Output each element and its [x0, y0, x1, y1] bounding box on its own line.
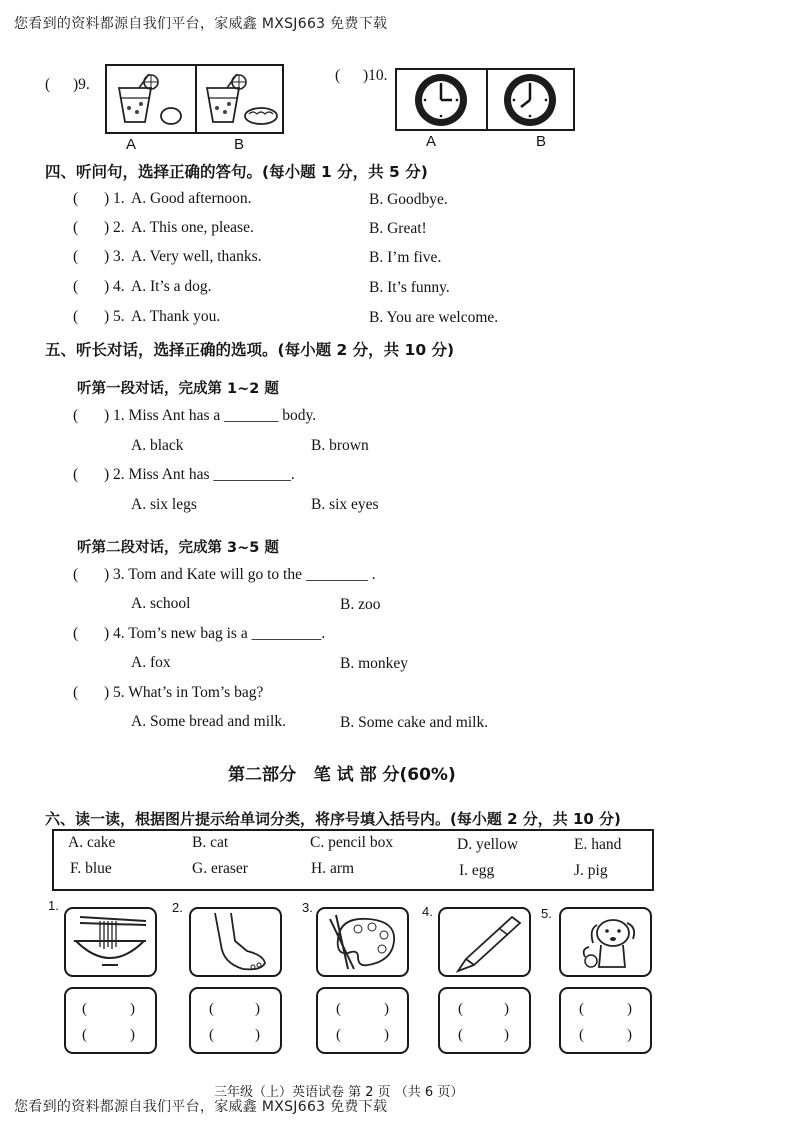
answer-paren-close: ) [130, 1001, 135, 1017]
s4-q5-option-a: A. Thank you. [131, 308, 221, 325]
picture-1-frame [64, 907, 157, 977]
word-option: D. yellow [457, 836, 519, 853]
word-option: C. pencil box [310, 834, 394, 851]
s4-q2-option-a: A. This one, please. [131, 219, 254, 236]
s5-q4-option-b: B. monkey [340, 655, 409, 672]
s5-q3-option-b: B. zoo [340, 596, 381, 613]
word-option: E. hand [574, 836, 622, 853]
q10-option-b-image [486, 70, 573, 129]
s4-q5-option-b: B. You are welcome. [369, 309, 499, 326]
word-option: G. eraser [192, 860, 248, 877]
s5-q2-option-b: B. six eyes [311, 496, 379, 513]
s4-q4-paren: ( [73, 278, 79, 295]
q10-paren-open: ( [335, 67, 341, 84]
answer-paren-open: ( [579, 1027, 584, 1043]
clock-icon [486, 70, 573, 129]
word-option: F. blue [70, 860, 112, 877]
answer-box-5[interactable] [559, 987, 652, 1054]
answer-paren-open: ( [458, 1001, 463, 1017]
answer-paren-open: ( [82, 1027, 87, 1043]
s4-q3-option-a: A. Very well, thanks. [131, 248, 262, 265]
s4-q4-option-a: A. It’s a dog. [131, 278, 212, 295]
picture-4-frame [438, 907, 531, 977]
word-bank [52, 829, 654, 891]
q10-label-b: B [536, 133, 547, 150]
noodles-bowl-icon [66, 909, 155, 975]
clock-icon [397, 70, 484, 129]
answer-paren-open: ( [579, 1001, 584, 1017]
foot-icon [191, 909, 280, 975]
q9-option-a-image [107, 66, 197, 132]
answer-paren-close: ) [627, 1027, 632, 1043]
s5-q2-option-a: A. six legs [131, 496, 197, 513]
s5-q5-paren: ( [73, 684, 79, 701]
s5-q2-text: ) 2. Miss Ant has __________. [104, 466, 295, 483]
answer-paren-close: ) [130, 1027, 135, 1043]
answer-paren-close: ) [504, 1027, 509, 1043]
answer-paren-open: ( [336, 1001, 341, 1017]
picture-4-number: 4. [422, 904, 433, 919]
q10-label-a: A [426, 133, 437, 150]
juice-bread-icon [195, 66, 283, 132]
s4-q2-number: ) 2. [104, 219, 125, 236]
s5-q3-paren: ( [73, 566, 79, 583]
word-option: I. egg [459, 862, 495, 879]
s5-q3-option-a: A. school [131, 595, 191, 612]
picture-3-frame [316, 907, 409, 977]
answer-box-4[interactable] [438, 987, 531, 1054]
watermark-top: 您看到的资料都源自我们平台，家威鑫 MXSJ663 免费下载 [14, 16, 388, 32]
q9-label-a: A [126, 136, 137, 153]
s5-q1-option-a: A. black [131, 437, 184, 454]
section5-part2-heading: 听第二段对话，完成第 3~5 题 [77, 540, 279, 556]
picture-5-number: 5. [541, 906, 552, 921]
s4-q5-paren: ( [73, 308, 79, 325]
s4-q5-number: ) 5. [104, 308, 125, 325]
answer-paren-close: ) [627, 1001, 632, 1017]
q9-label-b: B [234, 136, 245, 153]
s4-q2-paren: ( [73, 219, 79, 236]
picture-5-frame [559, 907, 652, 977]
s5-q5-option-a: A. Some bread and milk. [131, 713, 286, 730]
watermark-bottom: 您看到的资料都源自我们平台，家威鑫 MXSJ663 免费下载 [14, 1099, 388, 1115]
word-option: H. arm [311, 860, 355, 877]
q9-paren-open: ( [45, 76, 51, 93]
q10-number: )10. [363, 67, 388, 84]
s5-q2-paren: ( [73, 466, 79, 483]
answer-paren-close: ) [255, 1001, 260, 1017]
s5-q1-paren: ( [73, 407, 79, 424]
answer-paren-open: ( [458, 1027, 463, 1043]
answer-box-2[interactable] [189, 987, 282, 1054]
answer-paren-close: ) [504, 1001, 509, 1017]
s4-q1-option-b: B. Goodbye. [369, 191, 448, 208]
s4-q1-paren: ( [73, 190, 79, 207]
answer-box-1[interactable] [64, 987, 157, 1054]
s5-q1-option-b: B. brown [311, 437, 369, 454]
answer-paren-open: ( [209, 1027, 214, 1043]
s5-q4-paren: ( [73, 625, 79, 642]
word-option: J. pig [574, 862, 608, 879]
pen-icon [440, 909, 529, 975]
s4-q4-option-b: B. It’s funny. [369, 279, 450, 296]
s4-q2-option-b: B. Great! [369, 220, 427, 237]
answer-paren-open: ( [82, 1001, 87, 1017]
juice-orange-icon [107, 66, 193, 132]
section5-title: 五、听长对话，选择正确的选项。(每小题 2 分，共 10 分) [45, 341, 455, 359]
s4-q1-option-a: A. Good afternoon. [131, 190, 252, 207]
s4-q3-number: ) 3. [104, 248, 125, 265]
picture-1-number: 1. [48, 898, 59, 913]
dog-icon [561, 909, 650, 975]
s5-q1-text: ) 1. Miss Ant has a _______ body. [104, 407, 317, 424]
s5-q4-text: ) 4. Tom’s new bag is a _________. [104, 625, 326, 642]
page-footer: 三年级（上）英语试卷 第 2 页 （共 6 页） [214, 1085, 464, 1100]
s4-q4-number: ) 4. [104, 278, 125, 295]
picture-2-frame [189, 907, 282, 977]
part2-title: 第二部分 笔 试 部 分(60%) [228, 765, 456, 785]
answer-paren-close: ) [384, 1001, 389, 1017]
q9-picture-box [105, 64, 284, 134]
section4-title: 四、听问句，选择正确的答句。(每小题 1 分，共 5 分) [45, 163, 428, 181]
picture-2-number: 2. [172, 900, 183, 915]
s5-q5-text: ) 5. What’s in Tom’s bag? [104, 684, 264, 701]
answer-paren-open: ( [336, 1027, 341, 1043]
word-option: B. cat [192, 834, 229, 851]
s4-q1-number: ) 1. [104, 190, 125, 207]
picture-3-number: 3. [302, 900, 313, 915]
answer-paren-close: ) [384, 1027, 389, 1043]
q10-picture-box [395, 68, 575, 131]
q10-option-a-image [397, 70, 488, 129]
word-option: A. cake [68, 834, 116, 851]
q9-option-b-image [195, 66, 282, 132]
section6-title: 六、读一读，根据图片提示给单词分类，将序号填入括号内。(每小题 2 分，共 10 分) [45, 810, 621, 828]
answer-paren-open: ( [209, 1001, 214, 1017]
s4-q3-paren: ( [73, 248, 79, 265]
q9-number: )9. [73, 76, 90, 93]
s4-q3-option-b: B. I’m five. [369, 249, 442, 266]
s5-q3-text: ) 3. Tom and Kate will go to the ________ . [104, 566, 376, 583]
answer-box-3[interactable] [316, 987, 409, 1054]
s5-q5-option-b: B. Some cake and milk. [340, 714, 489, 731]
section5-part1-heading: 听第一段对话，完成第 1~2 题 [77, 381, 279, 397]
paint-palette-icon [318, 909, 407, 975]
s5-q4-option-a: A. fox [131, 654, 171, 671]
answer-paren-close: ) [255, 1027, 260, 1043]
